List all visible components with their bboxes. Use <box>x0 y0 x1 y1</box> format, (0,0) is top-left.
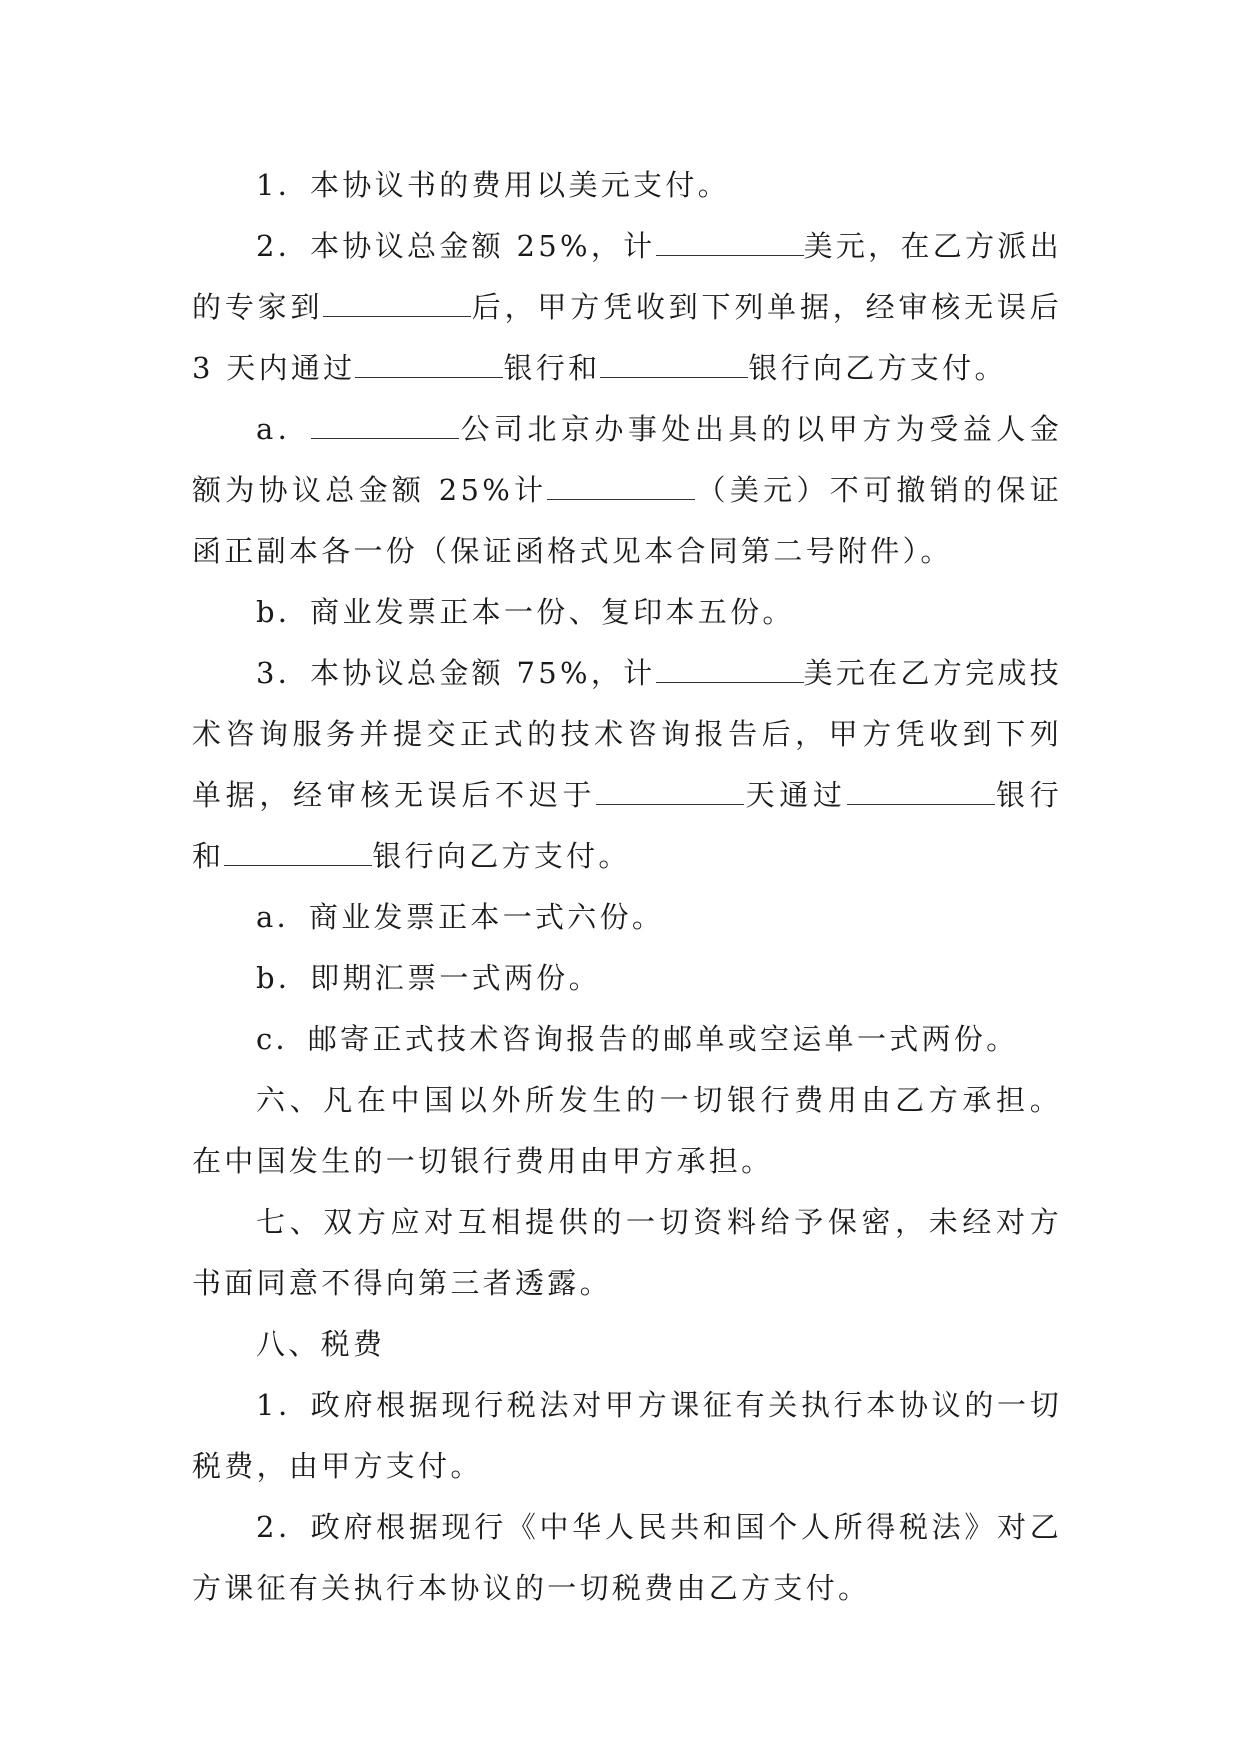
paragraph-text: 银行向乙方支付。 <box>748 351 1007 385</box>
paragraph-text: c．邮寄正式技术咨询报告的邮单或空运单一式两份。 <box>256 1022 1019 1056</box>
fill-in-blank <box>596 780 744 805</box>
paragraph <box>192 582 1062 643</box>
paragraph <box>192 1314 1062 1375</box>
paragraph-text: 后，甲方凭收到下列单据，经审核无误后 3 天内通过 <box>192 290 1063 385</box>
paragraph-text: 银行和 <box>192 778 1062 873</box>
paragraph-text: b．即期汇票一式两份。 <box>256 961 601 995</box>
fill-in-blank <box>224 841 372 866</box>
paragraph-text: 银行向乙方支付。 <box>372 839 631 873</box>
paragraph-text: 天通过 <box>744 778 847 812</box>
fill-in-blank <box>547 475 695 500</box>
paragraph-text: 2．政府根据现行《中华人民共和国个人所得税法》对乙方课征有关执行本协议的一切税费由乙方支付。 <box>192 1510 1062 1605</box>
paragraph-text: 美元在乙方完成技术咨询服务并提交正式的技术咨询报告后，甲方凭收到下列单据，经审核无误后不迟于 <box>192 656 1063 812</box>
paragraph-text: 1．本协议书的费用以美元支付。 <box>256 168 730 202</box>
paragraph-text: 美元，在乙方派出的专家到 <box>192 229 1063 324</box>
fill-in-blank <box>847 780 995 805</box>
paragraph-text: （美元）不可撤销的保证函正副本各一份（保证函格式见本合同第二号附件）。 <box>192 473 1062 568</box>
fill-in-blank <box>355 353 503 378</box>
paragraph <box>192 1192 1062 1314</box>
paragraph <box>192 948 1062 1009</box>
fill-in-blank <box>656 658 804 683</box>
paragraph <box>192 1375 1062 1497</box>
paragraph-text: 公司北京办事处出具的以甲方为受益人金额为协议总金额 25%计 <box>192 412 1062 507</box>
paragraph-text: 3．本协议总金额 75%，计 <box>256 656 656 690</box>
paragraph-text: 六、凡在中国以外所发生的一切银行费用由乙方承担。在中国发生的一切银行费用由甲方承担。 <box>192 1083 1062 1178</box>
paragraph <box>192 887 1062 948</box>
paragraph <box>192 216 1062 399</box>
paragraph-text: 1．政府根据现行税法对甲方课征有关执行本协议的一切税费，由甲方支付。 <box>192 1388 1062 1483</box>
paragraph <box>192 155 1062 216</box>
paragraph-text: 2．本协议总金额 25%，计 <box>256 229 656 263</box>
paragraph <box>192 643 1062 887</box>
paragraph-text: a．商业发票正本一式六份。 <box>256 900 665 934</box>
document-page <box>192 155 1062 1619</box>
paragraph-text: a． <box>256 412 312 446</box>
paragraph <box>192 1070 1062 1192</box>
paragraph <box>192 1497 1062 1619</box>
paragraph-text: 银行和 <box>503 351 601 385</box>
paragraph <box>192 1009 1062 1070</box>
paragraph-text: b．商业发票正本一份、复印本五份。 <box>256 595 795 629</box>
paragraph <box>192 399 1062 582</box>
paragraph-text: 七、双方应对互相提供的一切资料给予保密，未经对方书面同意不得向第三者透露。 <box>192 1205 1062 1300</box>
fill-in-blank <box>311 414 459 439</box>
fill-in-blank <box>600 353 748 378</box>
fill-in-blank <box>323 292 471 317</box>
paragraph-text: 八、税费 <box>256 1327 386 1361</box>
fill-in-blank <box>656 231 804 256</box>
